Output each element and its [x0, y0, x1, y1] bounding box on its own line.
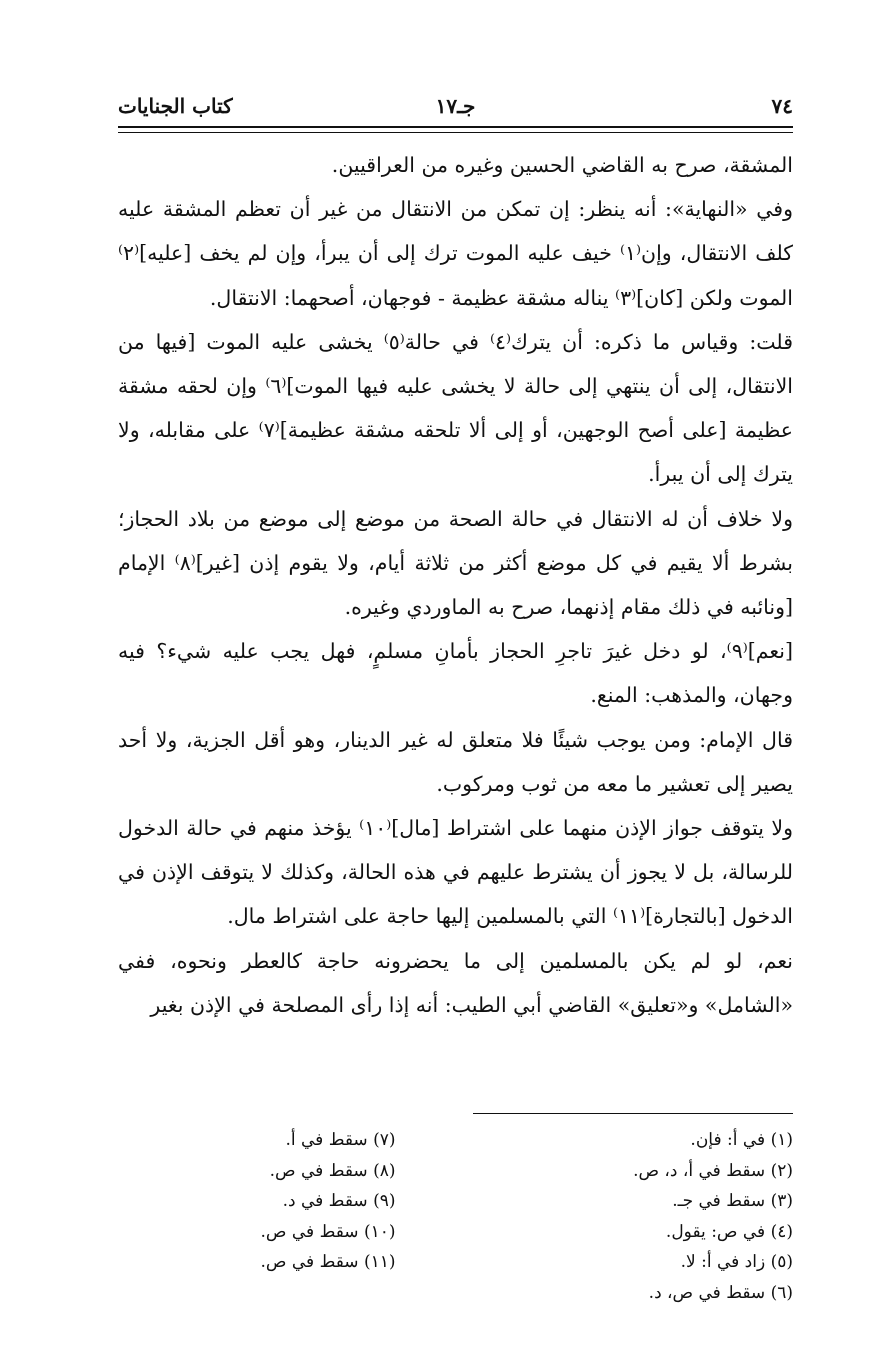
footnote: (٢) سقط في أ، د، ص. — [633, 1160, 793, 1181]
paragraph: ولا يتوقف جواز الإذن منهما على اشتراط [مال]⁽١٠⁾ يؤخذ منهم في حالة الدخول للرسالة، بل لا يجوز أن يشترط عليهم في هذه الحالة، وكذلك لا يتوقف الإذن في الدخول [بالتجارة]⁽١١⁾ التي بالمسلمين إليها حاجة على اشتراط مال. — [118, 816, 793, 929]
paragraph: ولا خلاف أن له الانتقال في حالة الصحة من موضع إلى موضع من بلاد الحجاز؛ بشرط ألا يقيم في كل موضع أكثر من ثلاثة أيام، ولا يقوم إذن [غير]⁽٨⁾ الإمام [ونائبه في ذلك مقام إذنهما، صرح به الماوردي وغيره. — [118, 506, 793, 620]
volume-label: جـ١٧ — [435, 94, 476, 118]
footnote: (٨) سقط في ص. — [269, 1160, 396, 1181]
paragraph: [نعم]⁽٩⁾، لو دخل غيرَ تاجرِ الحجاز بأمانِ مسلمٍ، فهل يجب عليه شيء؟ فيه وجهان، والمذهب: المنع. — [118, 639, 793, 708]
footnote: (٦) سقط في ص، د. — [648, 1282, 793, 1303]
footnote: (٣) سقط في جـ. — [672, 1191, 793, 1211]
footnote-rule — [473, 1113, 793, 1114]
footnote: (١) في أ: فإن. — [690, 1130, 793, 1150]
footnote: (٩) سقط في د. — [282, 1191, 396, 1211]
footnotes — [118, 1125, 793, 1308]
footnotes-right-column — [456, 1125, 794, 1308]
page-number: ٧٤ — [771, 94, 793, 118]
footnote: (٤) في ص: يقول. — [665, 1221, 793, 1242]
footnotes-left-column — [118, 1125, 456, 1308]
header-rule-thick — [118, 126, 793, 128]
paragraph: قلت: وقياس ما ذكره: أن يترك⁽٤⁾ في حالة⁽٥⁾ يخشى عليه الموت [فيها من الانتقال، إلى أن ينتهي إلى حالة لا يخشى عليه فيها الموت]⁽٦⁾ وإن لحقه مشقة عظيمة [على أصح الوجهين، أو إلى ألا تلحقه مشقة عظيمة]⁽٧⁾ على مقابله، ولا يترك إلى أن يبرأ. — [118, 329, 794, 487]
footnote: (٥) زاد في أ: لا. — [680, 1252, 793, 1272]
footnote: (١١) سقط في ص. — [260, 1252, 396, 1272]
footnote: (٧) سقط في أ. — [285, 1130, 396, 1150]
book-title: كتاب الجنايات — [118, 94, 233, 118]
paragraph: نعم، لو لم يكن بالمسلمين إلى ما يحضرونه حاجة كالعطر ونحوه، ففي «الشامل» و«تعليق» القاضي أبي الطيب: أنه إذا رأى المصلحة في الإذن بغير — [118, 948, 793, 1017]
footnote: (١٠) سقط في ص. — [260, 1221, 396, 1242]
header-rule-thin — [118, 132, 793, 133]
paragraph: المشقة، صرح به القاضي الحسين وغيره من العراقيين. — [331, 153, 793, 177]
paragraph: وفي «النهاية»: أنه ينظر: إن تمكن من الانتقال من غير أن تعظم المشقة عليه كلف الانتقال، وإن⁽١⁾ خيف عليه الموت ترك إلى أن يبرأ، وإن لم يخف [عليه]⁽٢⁾ الموت ولكن [كان]⁽٣⁾ يناله مشقة عظيمة - فوجهان، أصحهما: الانتقال. — [118, 197, 794, 310]
paragraph: قال الإمام: ومن يوجب شيئًا فلا متعلق له غير الدينار، وهو أقل الجزية، ولا أحد يصير إلى تعشير ما معه من ثوب ومركوب. — [118, 727, 793, 796]
main-text — [118, 143, 793, 1027]
page-header — [118, 84, 793, 118]
